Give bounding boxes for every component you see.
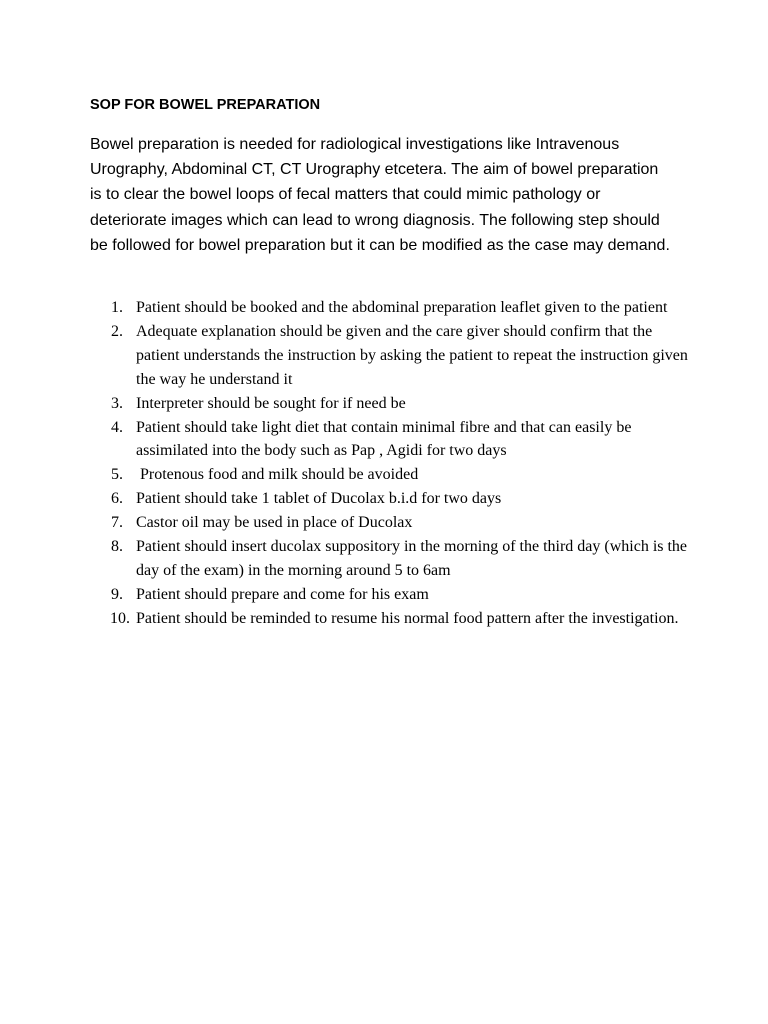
list-item	[90, 416, 690, 464]
list-item-number: 1.	[111, 299, 123, 316]
list-item	[90, 511, 690, 535]
intro-paragraph: Bowel preparation is needed for radiological investigations like Intravenous Urography, Abdominal CT, CT Urography etcetera. The aim of bowel preparation is to clear the bowel loops of fecal matters that could mimic pathology or deteriorate images which can lead to wrong diagnosis. The following step should be followed for bowel preparation but it can be modified as the case may demand.	[90, 136, 670, 254]
list-item-text: Patient should insert ducolax suppository in the morning of the third day (which is the day of the exam) in the morning around 5 to 6am	[136, 538, 688, 579]
list-item-number: 6.	[111, 490, 123, 508]
list-item	[90, 487, 690, 511]
list-item	[90, 607, 690, 631]
list-item	[90, 392, 690, 416]
list-item-number: 2.	[111, 322, 123, 340]
list-item-number: 9.	[111, 585, 123, 603]
steps-list	[90, 296, 690, 631]
list-item-number: 3.	[111, 394, 123, 412]
list-item-text: Castor oil may be used in place of Ducolax	[136, 514, 413, 532]
list-item-text: Patient should take light diet that contain minimal fibre and that can easily be assimilated into the body such as Pap , Agidi for two days	[136, 418, 632, 460]
list-item	[90, 583, 690, 607]
page-title: SOP FOR BOWEL PREPARATION	[90, 97, 321, 113]
list-item-number: 7.	[111, 514, 123, 532]
list-item-text: Adequate explanation should be given and the care giver should confirm that the patient understands the instruction by asking the patient to repeat the instruction given the way he understand it	[136, 322, 688, 388]
list-item-text: Patient should take 1 tablet of Ducolax b.i.d for two days	[136, 490, 502, 508]
list-item-text: Patient should be reminded to resume his normal food pattern after the investigation.	[136, 609, 679, 627]
list-item-number: 8.	[111, 538, 123, 556]
list-item-text: Interpreter should be sought for if need be	[136, 394, 406, 412]
list-item	[90, 296, 690, 320]
list-item-text: Patient should prepare and come for his exam	[136, 585, 429, 603]
list-item	[90, 463, 690, 487]
list-item-text: Protenous food and milk should be avoided	[136, 466, 419, 484]
list-item-text: Patient should be booked and the abdominal preparation leaflet given to the patient	[136, 299, 668, 316]
list-item-number: 10.	[110, 609, 130, 627]
list-item	[90, 320, 690, 392]
list-item-number: 4.	[111, 418, 123, 436]
list-item-number: 5.	[111, 466, 123, 484]
list-item	[90, 535, 690, 583]
